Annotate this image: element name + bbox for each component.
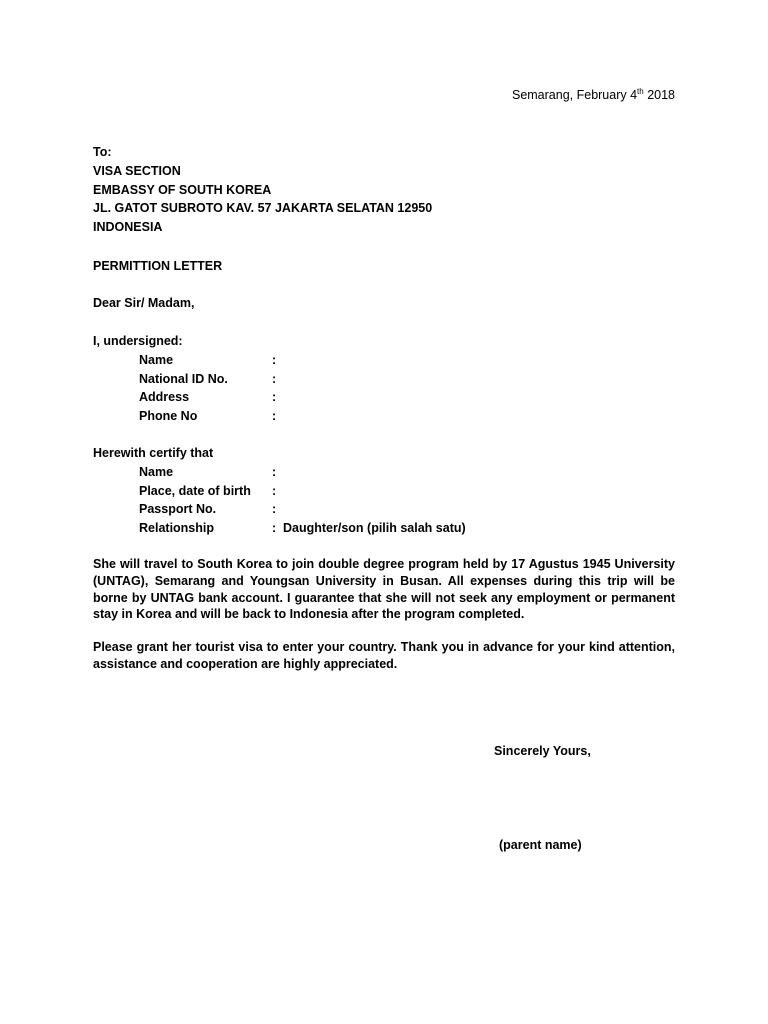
- salutation-text: Dear Sir/ Madam,: [93, 296, 195, 310]
- form-row-relationship: [93, 519, 675, 538]
- date-prefix: Semarang, February 4: [511, 88, 638, 102]
- form-row-name: [93, 351, 675, 370]
- field-colon: :: [272, 483, 277, 498]
- form-row-birth: [93, 482, 675, 501]
- field-colon: :: [272, 502, 277, 517]
- body-paragraph-2: Please grant her tourist visa to enter your country. Thank you in advance for your kind attention, assistance and cooperation are highly appreciated.: [93, 640, 675, 671]
- recipient-line-4: INDONESIA: [93, 220, 163, 235]
- recipient-line-3: JL. GATOT SUBROTO KAV. 57 JAKARTA SELATAN 12950: [93, 201, 433, 216]
- form-row-child-name: [93, 463, 675, 482]
- field-label: Relationship: [139, 521, 215, 536]
- form-row-address: [93, 388, 675, 407]
- letter-subject: [93, 257, 675, 276]
- date-superscript: th: [637, 86, 644, 96]
- recipient-line-2: EMBASSY OF SOUTH KOREA: [93, 182, 272, 197]
- form-row-national-id: [93, 370, 675, 389]
- body-paragraph-1: She will travel to South Korea to join double degree program held by 17 Agustus 1945 University (UNTAG), Semarang and Youngsan University in Busan. All expenses during this trip will be borne by UNTAG bank account. I guarantee that she will not seek any employment or permanent stay in Korea and will be back to Indonesia after the program completed.: [93, 557, 675, 622]
- closing-text: Sincerely Yours,: [494, 744, 591, 758]
- field-colon: :: [272, 409, 277, 424]
- field-label: Place, date of birth: [139, 483, 251, 498]
- recipient-address: [93, 143, 675, 237]
- signature-placeholder: (parent name): [499, 838, 582, 852]
- field-label: Address: [139, 390, 190, 405]
- letter-salutation: [93, 294, 675, 313]
- certify-section: [93, 444, 675, 538]
- field-label: Phone No: [139, 409, 198, 424]
- field-colon: :: [272, 390, 277, 405]
- field-label: Name: [139, 464, 174, 479]
- field-colon: :: [272, 464, 277, 479]
- date-suffix: 2018: [643, 88, 675, 102]
- field-label: Passport No.: [139, 502, 217, 517]
- letter-date: [512, 88, 675, 102]
- certify-intro: Herewith certify that: [93, 446, 214, 460]
- recipient-line-1: VISA SECTION: [93, 163, 181, 178]
- field-colon: :: [272, 521, 277, 536]
- field-value: Daughter/son (pilih salah satu): [283, 521, 466, 536]
- undersigned-intro: I, undersigned:: [93, 334, 183, 348]
- recipient-to: To:: [93, 145, 112, 159]
- subject-text: PERMITTION LETTER: [93, 259, 223, 273]
- undersigned-section: [93, 332, 675, 426]
- field-colon: :: [272, 352, 277, 367]
- form-row-phone: [93, 407, 675, 426]
- field-label: National ID No.: [139, 371, 228, 386]
- field-label: Name: [139, 352, 174, 367]
- field-colon: :: [272, 371, 277, 386]
- form-row-passport: [93, 500, 675, 519]
